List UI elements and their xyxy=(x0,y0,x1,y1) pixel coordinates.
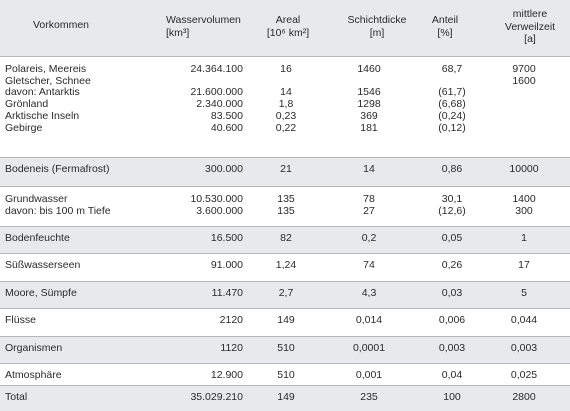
cell-verweilzeit: 0,044 xyxy=(510,314,538,326)
cell-areal: 510 xyxy=(277,369,295,381)
cell-wasservolumen: 83.500 xyxy=(210,109,243,122)
cell-areal: 1,24 xyxy=(275,259,297,271)
cell-anteil: 0,05 xyxy=(441,232,463,244)
cell-anteil: 100 xyxy=(443,391,461,403)
cell-areal: 14 xyxy=(280,86,292,99)
cell-areal: 82 xyxy=(280,232,292,244)
cell-wasservolumen: 10.530.000 xyxy=(190,193,243,205)
cell-schichtdicke: 0,0001 xyxy=(352,342,386,354)
row-label: Grönland xyxy=(5,98,49,111)
cell-schichtdicke: 0,001 xyxy=(355,369,383,381)
column-header-wasservolumen: [km³] xyxy=(166,26,190,39)
cell-verweilzeit: 17 xyxy=(518,259,530,271)
row-label: Gebirge xyxy=(5,121,43,134)
cell-verweilzeit: 2800 xyxy=(512,391,536,403)
row-divider xyxy=(0,157,570,158)
row-divider xyxy=(0,308,570,309)
cell-schichtdicke: 14 xyxy=(363,163,375,175)
row-label: Bodeneis (Fermafrost) xyxy=(5,163,110,175)
cell-verweilzeit: 9700 xyxy=(512,63,536,75)
cell-anteil: (6,68) xyxy=(438,98,466,111)
cell-wasservolumen: 11.470 xyxy=(211,287,243,299)
row-divider xyxy=(0,385,570,386)
cell-schichtdicke: 78 xyxy=(363,193,375,205)
cell-anteil: 0,86 xyxy=(441,163,463,175)
row-divider xyxy=(0,186,570,187)
column-header-areal: [10⁶ km²] xyxy=(266,26,310,39)
cell-wasservolumen: 16.500 xyxy=(210,232,243,244)
cell-verweilzeit: 0,025 xyxy=(510,369,538,381)
column-header-verweilzeit: [a] xyxy=(524,33,536,45)
column-header-anteil: Anteil xyxy=(431,14,459,26)
cell-verweilzeit: 300 xyxy=(515,204,533,217)
row-label: Organismen xyxy=(5,342,63,354)
row-label: davon: bis 100 m Tiefe xyxy=(5,204,111,217)
cell-anteil: (12,6) xyxy=(438,204,466,217)
cell-schichtdicke: 4,3 xyxy=(361,287,377,299)
row-label: Total xyxy=(5,391,28,403)
row-label: Gletscher, Schnee xyxy=(5,74,91,87)
cell-areal: 2,7 xyxy=(278,287,294,299)
cell-areal: 510 xyxy=(277,342,295,354)
cell-schichtdicke: 369 xyxy=(360,109,378,122)
row-label: Atmosphäre xyxy=(5,369,62,381)
cell-wasservolumen: 35.029.210 xyxy=(190,391,243,403)
column-header-schichtdicke: [m] xyxy=(369,26,385,39)
cell-areal: 149 xyxy=(277,314,295,326)
cell-anteil: 0,26 xyxy=(441,259,463,271)
cell-schichtdicke: 181 xyxy=(360,121,378,134)
cell-verweilzeit: 1 xyxy=(521,232,527,244)
cell-areal: 0,23 xyxy=(275,109,297,122)
cell-anteil: (0,24) xyxy=(438,109,466,122)
row-label: davon: Antarktis xyxy=(5,86,80,99)
cell-verweilzeit: 1600 xyxy=(512,74,536,87)
row-divider xyxy=(0,56,570,57)
cell-anteil: 30,1 xyxy=(441,193,463,205)
cell-schichtdicke: 0,014 xyxy=(355,314,383,326)
row-divider xyxy=(0,253,570,254)
cell-wasservolumen: 1120 xyxy=(220,342,243,354)
cell-anteil: 0,003 xyxy=(438,342,466,354)
column-header-schichtdicke: Schichtdicke xyxy=(347,14,407,26)
cell-verweilzeit: 5 xyxy=(521,287,527,299)
cell-anteil: 0,006 xyxy=(438,314,466,326)
row-label: Arktische Inseln xyxy=(5,109,80,122)
cell-schichtdicke: 27 xyxy=(363,204,375,217)
cell-wasservolumen: 2.340.000 xyxy=(196,98,243,111)
cell-schichtdicke: 1546 xyxy=(357,86,381,99)
row-label: Moore, Sümpfe xyxy=(5,287,77,299)
row-label: Grundwasser xyxy=(5,193,68,205)
cell-schichtdicke: 74 xyxy=(363,259,375,271)
cell-wasservolumen: 2120 xyxy=(219,314,243,326)
cell-schichtdicke: 1460 xyxy=(357,63,381,75)
cell-wasservolumen: 91.000 xyxy=(210,259,243,271)
cell-anteil: 0,03 xyxy=(441,287,463,299)
column-header-verweilzeit: mittlere xyxy=(512,8,548,20)
row-divider xyxy=(0,363,570,364)
cell-wasservolumen: 24.364.100 xyxy=(190,63,243,75)
cell-wasservolumen: 12.900 xyxy=(210,369,243,381)
row-divider xyxy=(0,281,570,282)
cell-verweilzeit: 0,003 xyxy=(510,342,538,354)
cell-anteil: 0,04 xyxy=(441,369,463,381)
cell-wasservolumen: 300.000 xyxy=(205,163,243,175)
cell-verweilzeit: 10000 xyxy=(509,163,539,175)
cell-wasservolumen: 21.600.000 xyxy=(190,86,243,99)
row-label: Bodenfeuchte xyxy=(5,232,70,244)
row-label: Süßwasserseen xyxy=(5,259,81,271)
column-header-verweilzeit: Verweilzeit xyxy=(504,20,556,33)
cell-anteil: (0,12) xyxy=(438,121,466,134)
column-header-anteil: [%] xyxy=(437,26,453,39)
cell-areal: 0,22 xyxy=(275,121,297,134)
cell-areal: 16 xyxy=(280,63,292,75)
cell-areal: 135 xyxy=(277,204,295,217)
column-header-vorkommen: Vorkommen xyxy=(33,19,90,31)
column-header-areal: Areal xyxy=(275,14,301,26)
cell-anteil: 68,7 xyxy=(441,63,463,75)
row-divider xyxy=(0,336,570,337)
cell-areal: 135 xyxy=(277,193,295,205)
column-header-wasservolumen: Wasservolumen xyxy=(166,14,241,26)
row-label: Flüsse xyxy=(5,314,36,326)
cell-areal: 149 xyxy=(277,391,295,403)
cell-verweilzeit: 1400 xyxy=(512,193,536,205)
row-label: Polareis, Meereis xyxy=(5,63,87,75)
cell-anteil: (61,7) xyxy=(438,86,466,99)
cell-areal: 1,8 xyxy=(278,98,294,111)
cell-schichtdicke: 235 xyxy=(360,391,378,403)
cell-schichtdicke: 0,2 xyxy=(361,232,377,244)
cell-areal: 21 xyxy=(280,163,292,175)
row-divider xyxy=(0,226,570,227)
cell-wasservolumen: 40.600 xyxy=(210,121,243,134)
cell-schichtdicke: 1298 xyxy=(357,98,381,111)
cell-wasservolumen: 3.600.000 xyxy=(196,204,243,217)
